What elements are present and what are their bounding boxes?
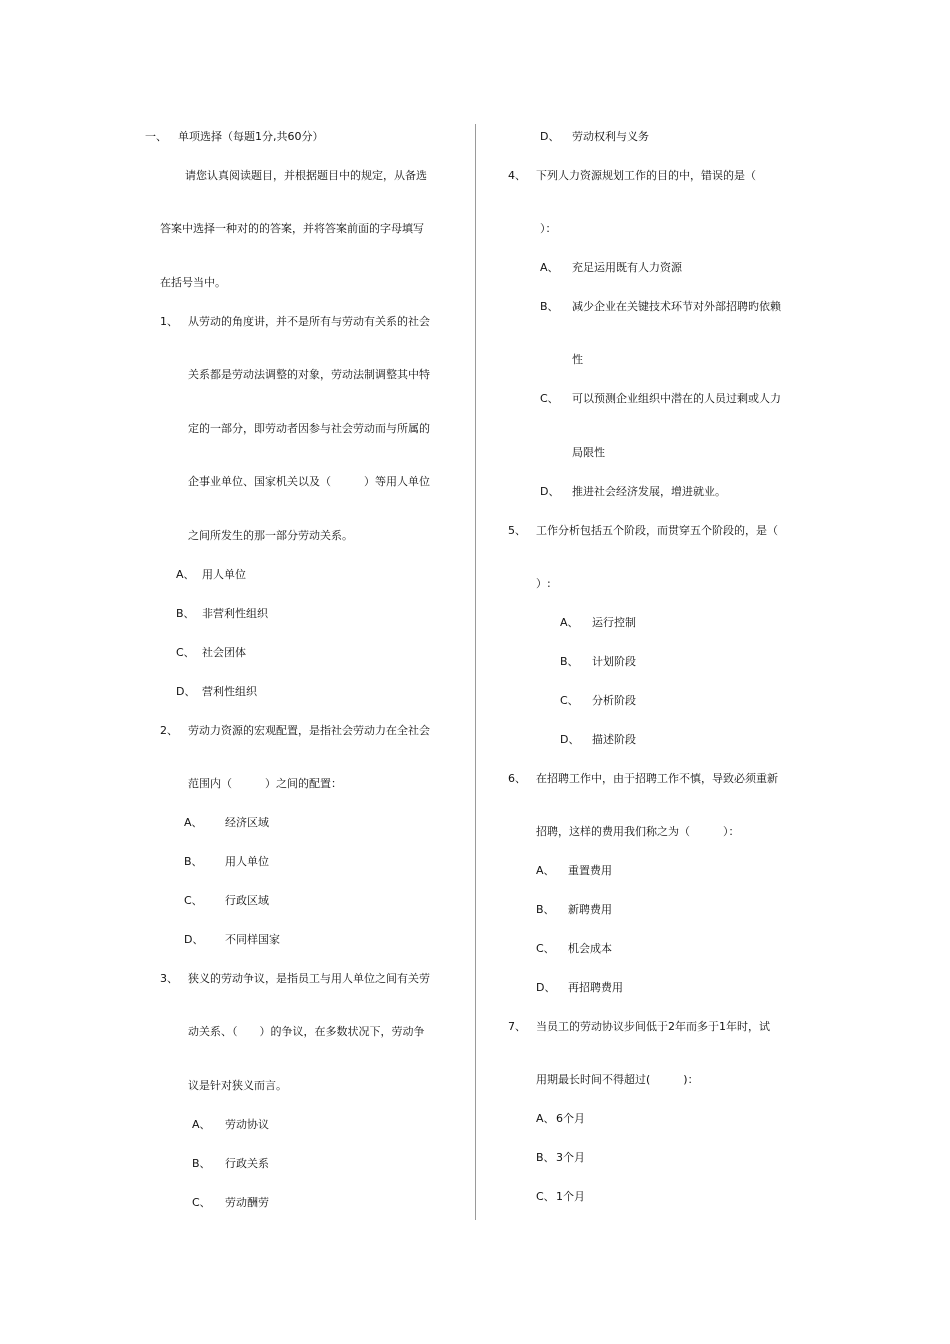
option-text: 用人单位 bbox=[202, 568, 246, 581]
option-key: D、 bbox=[536, 981, 556, 994]
option-text: 再招聘费用 bbox=[568, 981, 623, 994]
intro-line: 答案中选择一种对的的答案，并将答案前面的字母填写 bbox=[160, 222, 424, 235]
option-key: D、 bbox=[184, 933, 204, 946]
question-number: 1、 bbox=[160, 315, 178, 328]
question-text-line: 范围内（ ）之间的配置： bbox=[188, 777, 342, 790]
option-key: A、 bbox=[192, 1118, 211, 1131]
option-text: 新聘费用 bbox=[568, 903, 612, 916]
option-key: C、 bbox=[184, 894, 203, 907]
option-text: 经济区域 bbox=[225, 816, 269, 829]
option-text: 劳动权利与义务 bbox=[572, 130, 649, 143]
question-text-line: 用期最长时间不得超过( )： bbox=[536, 1073, 699, 1086]
question-text-line: 劳动力资源的宏观配置，是指社会劳动力在全社会 bbox=[188, 724, 430, 737]
intro-line: 在括号当中。 bbox=[160, 276, 226, 289]
question-text-line: 在招聘工作中，由于招聘工作不慎，导致必须重新 bbox=[536, 772, 778, 785]
option-text-continued: 性 bbox=[572, 353, 583, 366]
question-text-line: 企事业单位、国家机关以及（ ）等用人单位 bbox=[188, 475, 430, 488]
option-key: A、 bbox=[536, 864, 555, 877]
option-text: 分析阶段 bbox=[592, 694, 636, 707]
option-text: 可以预测企业组织中潜在的人员过剩或人力 bbox=[572, 392, 781, 405]
question-number: 6、 bbox=[508, 772, 526, 785]
option-text: 计划阶段 bbox=[592, 655, 636, 668]
option-text: 不同样国家 bbox=[225, 933, 280, 946]
question-text-line: 定的一部分，即劳动者因参与社会劳动而与所属的 bbox=[188, 422, 430, 435]
option-text: 重置费用 bbox=[568, 864, 612, 877]
option-key: A、 bbox=[560, 616, 579, 629]
option-key: A、 bbox=[176, 568, 195, 581]
question-text-line: 从劳动的角度讲，并不是所有与劳动有关系的社会 bbox=[188, 315, 430, 328]
question-text-line: 狭义的劳动争议，是指员工与用人单位之间有关劳 bbox=[188, 972, 430, 985]
option-key: B、 bbox=[192, 1157, 211, 1170]
option-text: 非营利性组织 bbox=[202, 607, 268, 620]
question-text-line: 动关系、（ ）的争议，在多数状况下，劳动争 bbox=[188, 1025, 425, 1038]
option-text: 充足运用既有人力资源 bbox=[572, 261, 682, 274]
option-text: 劳动酬劳 bbox=[225, 1196, 269, 1209]
option-key: C、 bbox=[560, 694, 579, 707]
question-text-line: 关系都是劳动法调整的对象，劳动法制调整其中特 bbox=[188, 368, 430, 381]
option-key: B、 bbox=[184, 855, 203, 868]
option-text: 3个月 bbox=[556, 1151, 585, 1164]
question-text-line: ）: bbox=[536, 577, 551, 590]
option-key: A、 bbox=[184, 816, 203, 829]
option-key: A、 bbox=[540, 261, 559, 274]
option-key: A、 bbox=[536, 1112, 555, 1125]
option-text: 机会成本 bbox=[568, 942, 612, 955]
option-key: C、 bbox=[540, 392, 559, 405]
question-number: 5、 bbox=[508, 524, 526, 537]
option-text: 推进社会经济发展，增进就业。 bbox=[572, 485, 726, 498]
option-key: B、 bbox=[560, 655, 579, 668]
option-text: 社会团体 bbox=[202, 646, 246, 659]
intro-line: 请您认真阅读题目，并根据题目中的规定，从备选 bbox=[185, 169, 427, 182]
option-text: 减少企业在关键技术环节对外部招聘旳依赖 bbox=[572, 300, 781, 313]
option-key: B、 bbox=[540, 300, 559, 313]
option-text: 劳动协议 bbox=[225, 1118, 269, 1131]
option-key: B、 bbox=[536, 1151, 555, 1164]
question-text-line: 下列人力资源规划工作的目的中，错误的是（ bbox=[536, 169, 756, 182]
option-text-continued: 局限性 bbox=[572, 446, 605, 459]
option-text: 6个月 bbox=[556, 1112, 585, 1125]
option-key: C、 bbox=[536, 942, 555, 955]
option-key: D、 bbox=[560, 733, 580, 746]
option-key: C、 bbox=[192, 1196, 211, 1209]
option-text: 描述阶段 bbox=[592, 733, 636, 746]
option-key: D、 bbox=[540, 485, 560, 498]
option-key: B、 bbox=[536, 903, 555, 916]
question-text-line: 招聘，这样的费用我们称之为（ ）： bbox=[536, 825, 740, 838]
option-key: D、 bbox=[540, 130, 560, 143]
option-key: D、 bbox=[176, 685, 196, 698]
option-key: B、 bbox=[176, 607, 195, 620]
question-text-line: 议是针对狭义而言。 bbox=[188, 1079, 287, 1092]
option-text: 运行控制 bbox=[592, 616, 636, 629]
option-text: 行政区域 bbox=[225, 894, 269, 907]
option-text: 行政关系 bbox=[225, 1157, 269, 1170]
question-text-line: 工作分析包括五个阶段，而贯穿五个阶段的，是（ bbox=[536, 524, 778, 537]
question-text-line: ）： bbox=[540, 222, 557, 235]
question-number: 2、 bbox=[160, 724, 178, 737]
question-number: 3、 bbox=[160, 972, 178, 985]
option-text: 1个月 bbox=[556, 1190, 585, 1203]
question-number: 4、 bbox=[508, 169, 526, 182]
section-title: 单项选择（每题1分,共60分） bbox=[178, 130, 324, 143]
option-text: 用人单位 bbox=[225, 855, 269, 868]
option-text: 营利性组织 bbox=[202, 685, 257, 698]
question-number: 7、 bbox=[508, 1020, 526, 1033]
question-text-line: 当员工的劳动协议步间低于2年而多于1年时，试 bbox=[536, 1020, 770, 1033]
option-key: C、 bbox=[536, 1190, 555, 1203]
question-text-line: 之间所发生的那一部分劳动关系。 bbox=[188, 529, 353, 542]
option-key: C、 bbox=[176, 646, 195, 659]
section-number: 一、 bbox=[145, 130, 167, 143]
column-divider bbox=[475, 124, 476, 1220]
